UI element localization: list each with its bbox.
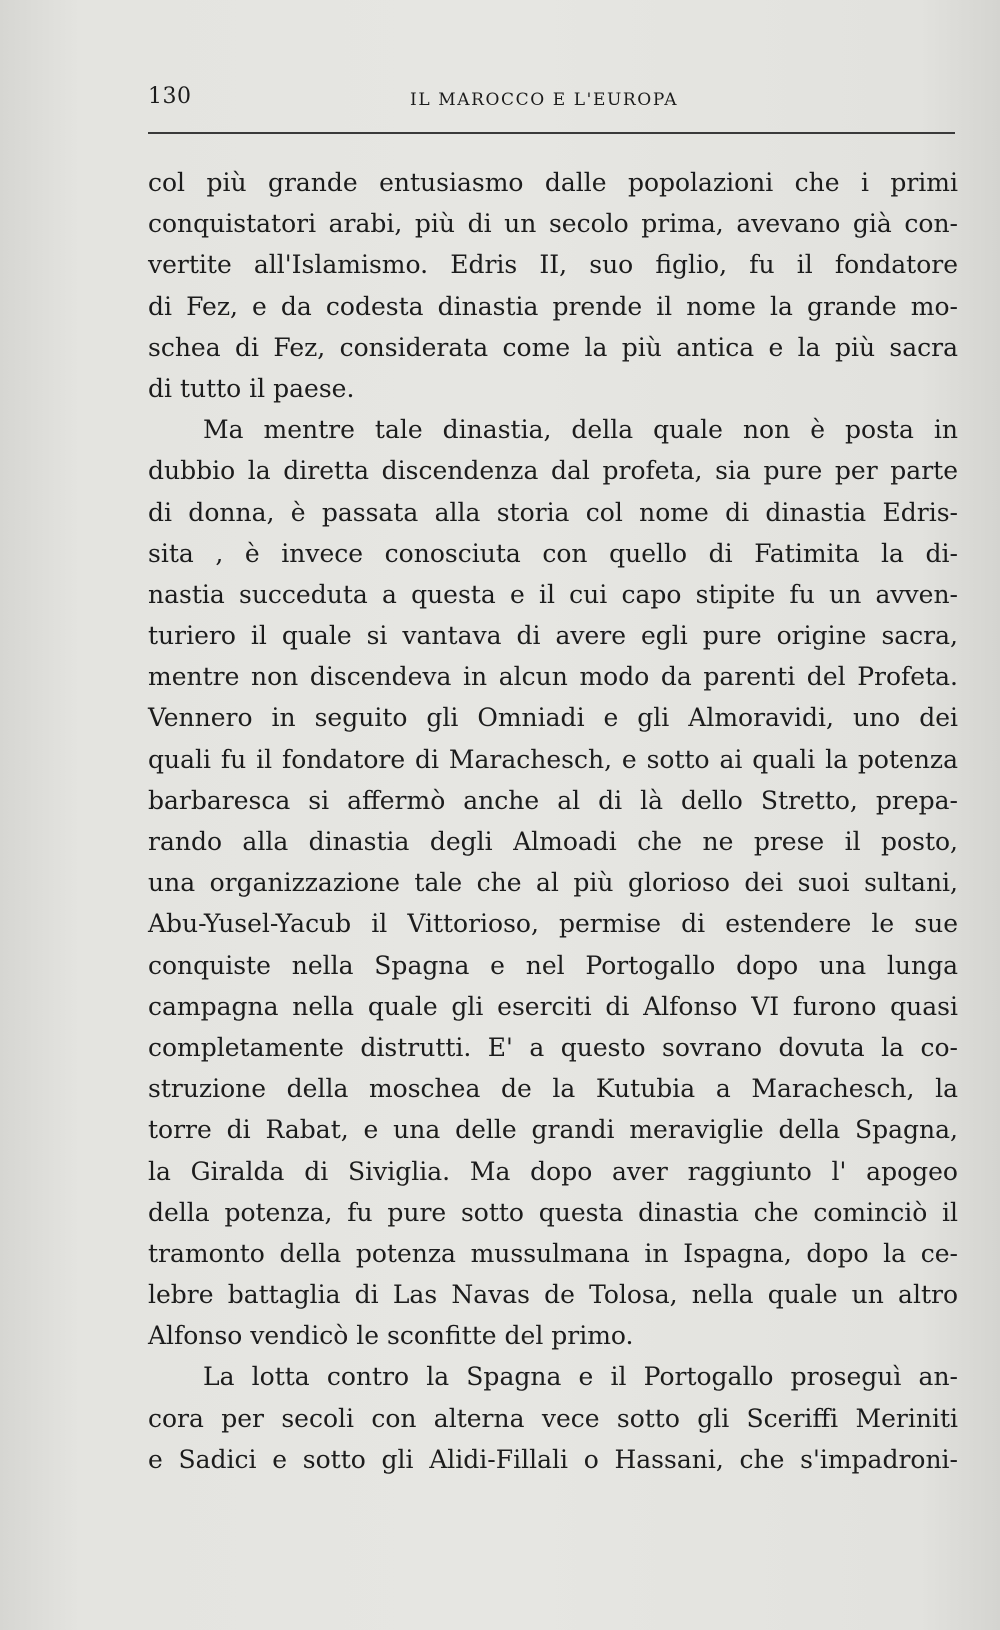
text-line: conquiste nella Spagna e nel Portogallo dopo una lunga [148, 950, 958, 980]
text-line: schea di Fez, considerata come la più antica e la più sacra [148, 332, 958, 362]
text-line: tramonto della potenza mussulmana in Ispagna, dopo la ce- [148, 1238, 958, 1268]
body-text [148, 162, 958, 1480]
text-line: della potenza, fu pure sotto questa dinastia che cominciò il [148, 1197, 958, 1227]
text-line: nastia succeduta a questa e il cui capo stipite fu un avven- [148, 579, 958, 609]
paragraph-1 [148, 162, 958, 409]
text-line: mentre non discendeva in alcun modo da parenti del Profeta. [148, 662, 958, 692]
text-line: conquistatori arabi, più di un secolo prima, avevano già con- [148, 209, 958, 239]
text-line: una organizzazione tale che al più glorioso dei suoi sultani, [148, 868, 958, 898]
text-line: campagna nella quale gli eserciti di Alfonso VI furono quasi [148, 991, 958, 1021]
text-line: Alfonso vendicò le sconfitte del primo. [148, 1321, 634, 1351]
paragraph-2 [148, 409, 958, 1356]
running-title: IL MAROCCO E L'EUROPA [410, 90, 679, 110]
text-line: sita , è invece conosciuta con quello di Fatimita la di- [148, 538, 958, 568]
text-line: dubbio la diretta discendenza dal profeta, sia pure per parte [148, 456, 958, 486]
text-line: Abu-Yusel-Yacub il Vittorioso, permise di estendere le sue [148, 909, 958, 939]
header-rule [148, 132, 955, 134]
text-line: struzione della moschea de la Kutubia a Marachesch, la [148, 1074, 958, 1104]
text-line: di donna, è passata alla storia col nome di dinastia Edris- [148, 497, 958, 527]
text-line: di Fez, e da codesta dinastia prende il nome la grande mo- [148, 291, 958, 321]
text-line: col più grande entusiasmo dalle popolazioni che i primi [148, 168, 958, 197]
text-line: torre di Rabat, e una delle grandi meraviglie della Spagna, [148, 1115, 958, 1145]
text-line: vertite all'Islamismo. Edris II, suo figlio, fu il fondatore [148, 250, 958, 280]
text-line: completamente distrutti. E' a questo sovrano dovuta la co- [148, 1032, 958, 1062]
text-line: quali fu il fondatore di Marachesch, e sotto ai quali la potenza [148, 744, 958, 774]
text-line: di tutto il paese. [148, 373, 355, 403]
paragraph-3 [148, 1356, 958, 1480]
text-line: rando alla dinastia degli Almoadi che ne prese il posto, [148, 827, 958, 856]
text-line: e Sadici e sotto gli Alidi-Fillali o Hassani, che s'impadroni- [148, 1444, 958, 1474]
text-line: turiero il quale si vantava di avere egli pure origine sacra, [148, 621, 958, 651]
text-line: La lotta contro la Spagna e il Portogallo proseguì an- [203, 1362, 958, 1392]
text-line: cora per secoli con alterna vece sotto gli Sceriffi Meriniti [148, 1403, 958, 1433]
text-line: Ma mentre tale dinastia, della quale non è posta in [203, 415, 958, 445]
text-line: barbaresca si affermò anche al di là dello Stretto, prepa- [148, 785, 958, 815]
text-line: Vennero in seguito gli Omniadi e gli Almoravidi, uno dei [148, 703, 958, 733]
text-line: lebre battaglia di Las Navas de Tolosa, nella quale un altro [148, 1280, 958, 1310]
page-number: 130 [148, 84, 192, 109]
text-line: la Giralda di Siviglia. Ma dopo aver raggiunto l' apogeo [148, 1156, 958, 1186]
